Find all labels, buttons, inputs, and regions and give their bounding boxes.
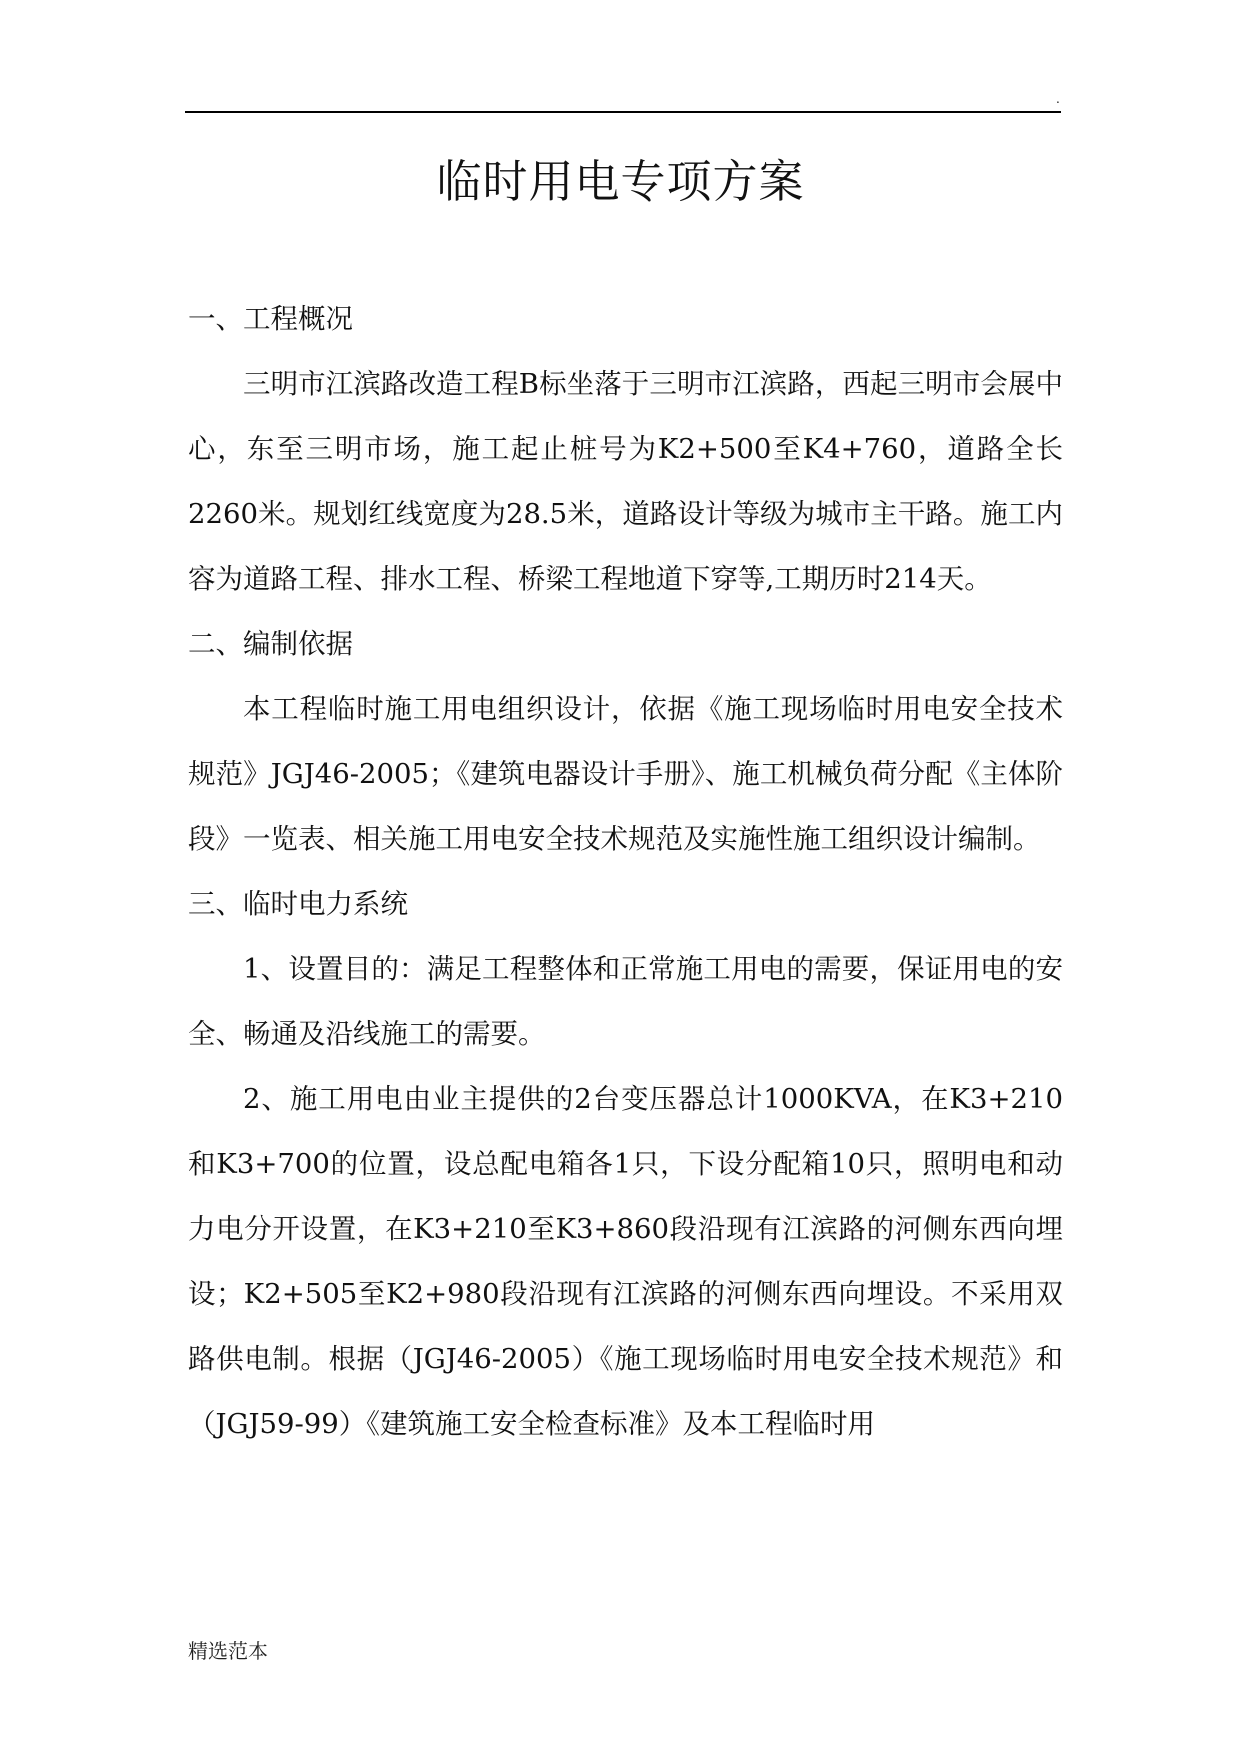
header-dot: . [1056,92,1060,106]
document-body [188,287,1063,1457]
document-title: 临时用电专项方案 [436,155,805,208]
paragraph-basis: 本工程临时施工用电组织设计，依据《施工现场临时用电安全技术规范》JGJ46-2005；《建筑电器设计手册》、施工机械负荷分配《主体阶段》一览表、相关施工用电安全技术规范及实施性施工组织设计编制。 [188,693,1063,855]
header-rule [185,111,1061,113]
section-heading-basis: 二、编制依据 [188,628,353,660]
paragraph-overview: 三明市江滨路改造工程B标坐落于三明市江滨路，西起三明市会展中心，东至三明市场，施工起止桩号为K2+500至K4+760，道路全长2260米。规划红线宽度为28.5米，道路设计等级为城市主干路。施工内容为道路工程、排水工程、桥梁工程地道下穿等,工期历时214天。 [188,368,1063,595]
section-heading-overview: 一、工程概况 [188,303,353,335]
paragraph-power-supply: 2、施工用电由业主提供的2台变压器总计1000KVA，在K3+210和K3+700的位置，设总配电箱各1只，下设分配箱10只，照明电和动力电分开设置，在K3+210至K3+860段沿现有江滨路的河侧东西向埋设；K2+505至K2+980段沿现有江滨路的河侧东西向埋设。不采用双路供电制。根据（JGJ46-2005）《施工现场临时用电安全技术规范》和（JGJ59-99）《建筑施工安全检查标准》及本工程临时用 [188,1083,1063,1440]
footer-label: 精选范本 [188,1639,268,1663]
section-heading-power-system: 三、临时电力系统 [188,888,408,920]
paragraph-purpose: 1、设置目的：满足工程整体和正常施工用电的需要，保证用电的安全、畅通及沿线施工的需要。 [188,953,1063,1050]
